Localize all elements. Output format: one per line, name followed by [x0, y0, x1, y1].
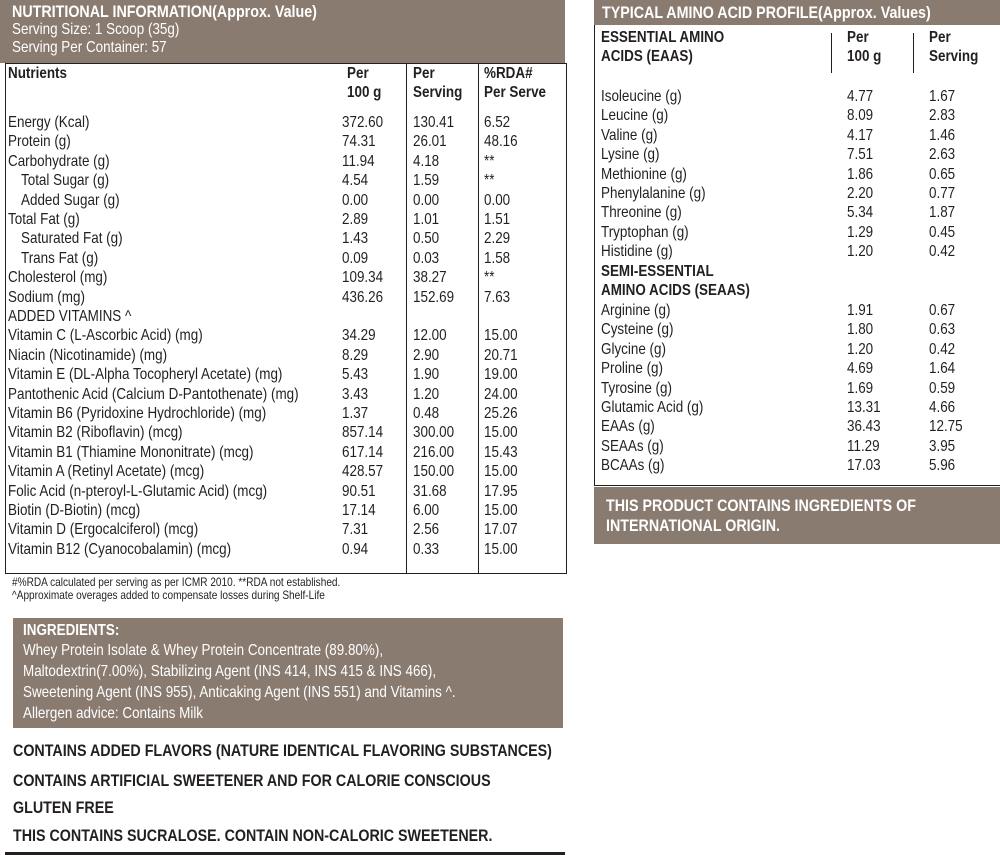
serving-value: 130.41: [413, 114, 455, 131]
nutrient-name: Vitamin A (Retinyl Acetate) (mcg): [8, 463, 205, 481]
amino-name: Lysine (g): [601, 146, 660, 164]
nutrient-name: Trans Fat (g): [21, 249, 99, 267]
per100-value: 90.51: [342, 482, 376, 500]
serving-value: 1.87: [929, 204, 956, 222]
ingredients-title: INGREDIENTS:: [23, 622, 120, 639]
per100-value: 428.57: [342, 463, 384, 481]
rda-value: 1.51: [484, 211, 511, 228]
per100-value: 7.51: [847, 146, 874, 164]
per100-value: 857.14: [342, 424, 384, 442]
serving-value: 0.63: [929, 321, 956, 339]
table-row: [6, 191, 566, 210]
rda-value: 19.00: [484, 366, 518, 384]
nutrient-name: Protein (g): [8, 133, 71, 151]
per100-value: 436.26: [342, 288, 384, 306]
table-row: [595, 106, 1000, 125]
semi-essential-title-l1: SEMI-ESSENTIAL: [601, 263, 714, 280]
per100-value: 13.31: [847, 399, 881, 416]
table-row: [6, 443, 566, 462]
rda-value: 20.71: [484, 346, 518, 364]
serving-value: 12.75: [929, 418, 963, 436]
per100-value: 5.34: [847, 204, 874, 222]
amino-name: Tryptophan (g): [601, 223, 689, 241]
per100-value: 11.29: [847, 437, 880, 455]
header-perserving-l1: Per: [929, 29, 951, 46]
rda-value: 6.52: [484, 114, 511, 131]
table-row: [595, 301, 1000, 320]
amino-name: Glycine (g): [601, 340, 666, 358]
per100-value: 4.17: [847, 126, 874, 144]
per100-value: 34.29: [342, 327, 376, 345]
serving-value: 3.95: [929, 437, 956, 455]
serving-value: 2.83: [929, 107, 956, 125]
per100-value: 617.14: [342, 443, 384, 461]
rda-value: 1.58: [484, 249, 511, 267]
serving-value: 31.68: [413, 482, 447, 500]
table-row: [6, 520, 566, 539]
serving-value: 1.64: [929, 360, 956, 378]
rda-value: 17.07: [484, 521, 518, 539]
amino-name: Cysteine (g): [601, 321, 674, 339]
semi-essential-title-l2: AMINO ACIDS (SEAAS): [601, 282, 750, 299]
serving-value: 4.18: [413, 152, 440, 170]
rda-value: 24.00: [484, 385, 518, 403]
per100-value: 4.54: [342, 172, 369, 190]
nutrient-name: Niacin (Nicotinamide) (mg): [8, 346, 168, 364]
rda-value: 0.00: [484, 191, 511, 209]
serving-value: 4.66: [929, 399, 956, 416]
amino-name: Threonine (g): [601, 204, 682, 222]
table-row: [6, 423, 566, 442]
table-row: [595, 340, 1000, 359]
amino-name: Isoleucine (g): [601, 88, 682, 105]
origin-line-1: THIS PRODUCT CONTAINS INGREDIENTS OF: [606, 496, 916, 515]
per100-value: 1.80: [847, 321, 874, 339]
table-row: [595, 223, 1000, 242]
table-row: [6, 462, 566, 481]
rda-value: 15.00: [484, 463, 518, 481]
table-row: [595, 437, 1000, 456]
table-row: [6, 404, 566, 423]
per100-value: 2.20: [847, 185, 874, 202]
nutrient-name: Total Sugar (g): [21, 172, 110, 190]
serving-value: 150.00: [413, 463, 455, 481]
header-per100-l1: Per: [347, 65, 369, 82]
serving-value: 1.67: [929, 88, 956, 105]
column-divider: [913, 33, 914, 73]
rda-value: 25.26: [484, 405, 518, 422]
ingredients-box: [13, 618, 563, 728]
rda-value: 15.00: [484, 502, 518, 519]
per100-value: 1.86: [847, 165, 874, 183]
column-divider: [831, 33, 832, 73]
amino-name: Methionine (g): [601, 165, 687, 183]
nutrient-name: Vitamin B12 (Cyanocobalamin) (mcg): [8, 540, 232, 558]
nutrient-name: Vitamin B1 (Thiamine Mononitrate) (mcg): [8, 443, 254, 461]
rda-value: 15.00: [484, 540, 518, 558]
table-row: [6, 288, 566, 307]
nutrient-name: Energy (Kcal): [8, 114, 90, 131]
nutrition-title: NUTRITIONAL INFORMATION(Approx. Value): [12, 2, 317, 21]
nutrient-name: Sodium (mg): [8, 288, 85, 306]
amino-name: SEAAs (g): [601, 437, 664, 455]
serving-value: 0.67: [929, 302, 956, 319]
nutrient-name: Vitamin B6 (Pyridoxine Hydrochloride) (mg): [8, 405, 267, 422]
statement-sweetener: CONTAINS ARTIFICIAL SWEETENER AND FOR CALORIE CONSCIOUS: [13, 771, 491, 790]
serving-value: 0.59: [929, 379, 956, 397]
serving-value: 6.00: [413, 502, 440, 519]
amino-name: EAAs (g): [601, 418, 655, 436]
serving-value: 300.00: [413, 424, 455, 442]
per100-value: 4.77: [847, 88, 874, 105]
serving-value: 0.42: [929, 340, 956, 358]
amino-name: Proline (g): [601, 360, 664, 378]
serving-value: 1.90: [413, 366, 440, 384]
amino-name: Phenylalanine (g): [601, 185, 706, 202]
per100-value: 74.31: [342, 133, 376, 151]
header-rda-l1: %RDA#: [484, 65, 533, 82]
header-perserving-l1: Per: [413, 65, 435, 82]
table-row: [595, 242, 1000, 261]
nutrient-name: Biotin (D-Biotin) (mcg): [8, 502, 141, 519]
table-row: [6, 132, 566, 151]
table-row: [6, 210, 566, 229]
nutrient-name: Vitamin D (Ergocalciferol) (mcg): [8, 521, 199, 539]
table-row: [595, 359, 1000, 378]
table-row: [595, 184, 1000, 203]
serving-value: 0.77: [929, 185, 956, 202]
per100-value: 1.20: [847, 243, 874, 261]
per100-value: 1.43: [342, 230, 369, 248]
header-eaas-l2: ACIDS (EAAS): [601, 48, 693, 65]
table-row: [595, 165, 1000, 184]
amino-name: Histidine (g): [601, 243, 673, 261]
amino-name: Arginine (g): [601, 302, 671, 319]
header-per100-l2: 100 g: [847, 48, 882, 65]
serving-value: 216.00: [413, 443, 455, 461]
statement-gluten-free: GLUTEN FREE: [13, 798, 114, 817]
amino-name: Valine (g): [601, 126, 658, 144]
table-row: [6, 385, 566, 404]
nutrient-name: Folic Acid (n-pteroyl-L-Glutamic Acid) (mcg): [8, 482, 268, 500]
table-top-rule: [6, 63, 566, 64]
per100-value: 17.03: [847, 457, 881, 475]
serving-value: 0.33: [413, 540, 440, 558]
table-row: [595, 417, 1000, 436]
table-row: [6, 346, 566, 365]
table-row: [6, 249, 566, 268]
rda-value: **: [484, 152, 495, 170]
header-per100-l1: Per: [847, 29, 869, 46]
serving-value: 1.59: [413, 172, 440, 190]
ingredients-line: Sweetening Agent (INS 955), Anticaking Agent (INS 551) and Vitamins ^.: [23, 684, 456, 701]
header-nutrients: Nutrients: [8, 65, 67, 82]
rda-value: 2.29: [484, 230, 511, 248]
rda-value: **: [484, 172, 495, 190]
nutrient-name: Vitamin B2 (Riboflavin) (mcg): [8, 424, 183, 442]
origin-line-2: INTERNATIONAL ORIGIN.: [606, 516, 781, 535]
amino-name: Glutamic Acid (g): [601, 399, 704, 416]
amino-name: Tyrosine (g): [601, 379, 672, 397]
table-row: [6, 501, 566, 520]
serving-size: Serving Size: 1 Scoop (35g): [12, 21, 180, 38]
serving-value: 1.01: [413, 211, 440, 228]
per100-value: 5.43: [342, 366, 369, 384]
rda-value: 15.00: [484, 327, 518, 345]
header-rda-l2: Per Serve: [484, 84, 547, 101]
serving-value: 0.42: [929, 243, 956, 261]
table-row: [6, 307, 566, 326]
serving-value: 0.50: [413, 230, 440, 248]
rda-value: 7.63: [484, 288, 511, 306]
serving-value: 38.27: [413, 269, 447, 287]
amino-table: [594, 25, 1000, 486]
statement-flavors: CONTAINS ADDED FLAVORS (NATURE IDENTICAL FLAVORING SUBSTANCES): [13, 741, 552, 760]
nutrient-name: Vitamin E (DL-Alpha Tocopheryl Acetate) (mg): [8, 366, 283, 384]
table-row: [595, 456, 1000, 475]
serving-value: 2.90: [413, 346, 440, 364]
amino-header: [594, 0, 1000, 25]
amino-title: TYPICAL AMINO ACID PROFILE(Approx. Values): [602, 3, 931, 22]
table-row: [6, 171, 566, 190]
serving-value: 2.56: [413, 521, 440, 539]
per100-value: 7.31: [342, 521, 369, 539]
table-row: [6, 326, 566, 345]
per100-value: 0.09: [342, 249, 369, 267]
per100-value: 4.69: [847, 360, 874, 378]
serving-value: 26.01: [413, 133, 447, 151]
per100-value: 11.94: [342, 152, 375, 170]
rda-value: 15.43: [484, 443, 518, 461]
nutrient-name: Added Sugar (g): [21, 191, 120, 209]
header-perserving-l2: Serving: [929, 48, 979, 65]
per100-value: 1.37: [342, 405, 369, 422]
nutrient-name: Carbohydrate (g): [8, 152, 110, 170]
statement-sucralose: THIS CONTAINS SUCRALOSE. CONTAIN NON-CALORIC SWEETENER.: [13, 826, 493, 845]
nutrition-header: [0, 0, 565, 63]
amino-name: Leucine (g): [601, 107, 669, 125]
nutrition-table: [5, 63, 567, 574]
ingredients-line: Maltodextrin(7.00%), Stabilizing Agent (INS 414, INS 415 & INS 466),: [23, 663, 437, 680]
table-row: [595, 126, 1000, 145]
serving-value: 0.48: [413, 405, 440, 422]
nutrient-name: Vitamin C (L-Ascorbic Acid) (mg): [8, 327, 203, 345]
footnote-overages: ^Approximate overages added to compensate losses during Shelf-Life: [12, 588, 325, 602]
table-row: [6, 365, 566, 384]
nutrient-name: Saturated Fat (g): [21, 230, 123, 248]
header-perserving-l2: Serving: [413, 84, 463, 101]
per100-value: 8.29: [342, 346, 369, 364]
per100-value: 372.60: [342, 114, 384, 131]
rda-footnote: [12, 576, 403, 602]
serving-value: 0.65: [929, 165, 956, 183]
rda-value: **: [484, 269, 495, 287]
table-row: [595, 203, 1000, 222]
per100-value: 1.20: [847, 340, 874, 358]
per100-value: 17.14: [342, 502, 376, 519]
per100-value: 8.09: [847, 107, 874, 125]
allergen-advice: Allergen advice: Contains Milk: [23, 705, 204, 722]
ingredients-line: Whey Protein Isolate & Whey Protein Concentrate (89.80%),: [23, 642, 384, 659]
nutrient-name: Pantothenic Acid (Calcium D-Pantothenate) (mg): [8, 385, 299, 403]
table-row: [6, 152, 566, 171]
table-row: [6, 113, 566, 132]
per100-value: 1.69: [847, 379, 874, 397]
footnote-rda: #%RDA calculated per serving as per ICMR 2010. **RDA not established.: [12, 575, 341, 589]
table-row: [595, 379, 1000, 398]
serving-value: 152.69: [413, 288, 455, 306]
serving-value: 0.03: [413, 249, 440, 267]
table-row: [595, 145, 1000, 164]
header-per100-l2: 100 g: [347, 84, 382, 101]
table-row: [595, 87, 1000, 106]
per100-value: 36.43: [847, 418, 881, 436]
serving-value: 0.45: [929, 223, 956, 241]
table-row: [6, 482, 566, 501]
servings-per-container: Serving Per Container: 57: [12, 39, 167, 56]
per100-value: 0.94: [342, 540, 369, 558]
amino-name: BCAAs (g): [601, 457, 665, 475]
header-eaas-l1: ESSENTIAL AMINO: [601, 29, 725, 46]
per100-value: 1.29: [847, 223, 874, 241]
serving-value: 1.46: [929, 126, 956, 144]
per100-value: 2.89: [342, 211, 369, 228]
nutrient-name: Total Fat (g): [8, 211, 80, 228]
rda-value: 48.16: [484, 133, 518, 151]
table-row: [6, 268, 566, 287]
serving-value: 2.63: [929, 146, 956, 164]
per100-value: 109.34: [342, 269, 384, 287]
per100-value: 1.91: [847, 302, 874, 319]
table-row: [6, 229, 566, 248]
rda-value: 15.00: [484, 424, 518, 442]
origin-notice: [594, 487, 1000, 544]
serving-value: 5.96: [929, 457, 956, 475]
table-row: [6, 540, 566, 559]
table-row: [595, 320, 1000, 339]
serving-value: 0.00: [413, 191, 440, 209]
table-row: [595, 398, 1000, 417]
serving-value: 12.00: [413, 327, 447, 345]
per100-value: 3.43: [342, 385, 369, 403]
serving-value: 1.20: [413, 385, 440, 403]
rda-value: 17.95: [484, 482, 518, 500]
per100-value: 0.00: [342, 191, 369, 209]
nutrient-name: ADDED VITAMINS ^: [8, 308, 132, 325]
nutrient-name: Cholesterol (mg): [8, 269, 108, 287]
